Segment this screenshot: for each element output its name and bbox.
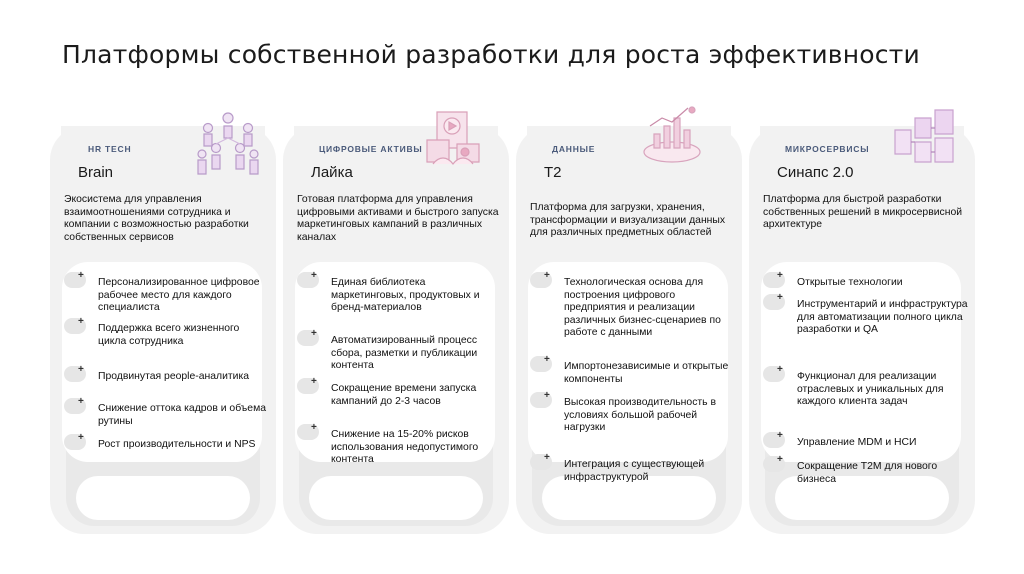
platform-card-laika [283, 126, 509, 534]
list-item [64, 398, 269, 438]
list-item-text: Единая библиотека маркетинговых, продуктовых и бренд-материалов [331, 277, 480, 313]
list-item [297, 330, 502, 370]
card-description: Платформа для загрузки, хранения, трансформации и визуализации данных для различных предметных областей [530, 202, 726, 238]
list-item-text: Открытые технологии [797, 277, 903, 288]
list-item [763, 366, 968, 406]
plus-icon: + [544, 354, 550, 365]
plus-icon: + [777, 364, 783, 375]
list-item-text: Функционал для реализации отраслевых и уникальных для каждого клиента задач [797, 371, 944, 407]
list-item [64, 272, 269, 312]
list-item-text: Высокая производительность в условиях большой рабочей нагрузки [564, 397, 716, 433]
plus-icon: + [544, 270, 550, 281]
plus-icon: + [777, 454, 783, 465]
list-item [763, 294, 968, 334]
plus-icon: + [78, 364, 84, 375]
card-category: МИКРОСЕРВИСЫ [785, 144, 870, 154]
list-item [297, 272, 502, 312]
list-item [530, 392, 735, 432]
list-item-text: Поддержка всего жизненного цикла сотрудника [98, 323, 240, 347]
plus-icon: + [78, 270, 84, 281]
card-bottom-panel [76, 476, 250, 520]
plus-icon: + [777, 430, 783, 441]
list-item-text: Интеграция с существующей инфраструктурой [564, 459, 705, 483]
list-item-text: Снижение оттока кадров и объема рутины [98, 403, 267, 427]
list-item [64, 318, 269, 358]
card-bottom-panel [309, 476, 483, 520]
list-item-text: Управление MDM и НСИ [797, 437, 917, 448]
list-item [530, 454, 735, 494]
plus-icon: + [311, 328, 317, 339]
list-item-text: Сокращение T2M для нового бизнеса [797, 461, 938, 485]
platform-card-brain [50, 126, 276, 534]
list-item [64, 434, 269, 474]
card-description: Экосистема для управления взаимоотношениями сотрудника и компании с возможностью разработки собственных сервисов [64, 194, 249, 243]
plus-icon: + [78, 316, 84, 327]
plus-icon: + [544, 390, 550, 401]
list-item-text: Инструментарий и инфраструктура для автоматизации полного цикла разработки и QA [797, 299, 968, 335]
platform-card-t2 [516, 126, 742, 534]
list-item-text: Снижение на 15-20% рисков использования недопустимого контента [331, 429, 479, 465]
list-item-text: Автоматизированный процесс сбора, разметки и публикации контента [331, 335, 478, 371]
plus-icon: + [311, 376, 317, 387]
list-item-text: Персонализированное цифровое рабочее место для каждого специалиста [98, 277, 260, 313]
card-category: HR TECH [88, 144, 132, 154]
list-item-text: Рост производительности и NPS [98, 439, 256, 450]
plus-icon: + [78, 396, 84, 407]
plus-icon: + [777, 292, 783, 303]
card-product-name: Синапс 2.0 [777, 164, 854, 181]
plus-icon: + [311, 270, 317, 281]
card-product-name: Лайка [311, 164, 353, 181]
list-item [763, 456, 968, 496]
page-title: Платформы собственной разработки для роста эффективности [62, 40, 920, 69]
list-item-text: Продвинутая people-аналитика [98, 371, 249, 382]
list-item [530, 270, 735, 338]
list-item-text: Импортонезависимые и открытые компоненты [564, 361, 729, 385]
plus-icon: + [544, 452, 550, 463]
card-description: Готовая платформа для управления цифровыми активами и быстрого запуска маркетинговых кампаний в различных каналах [297, 194, 499, 243]
card-description: Платформа для быстрой разработки собственных решений в микросервисной архитектуре [763, 194, 963, 230]
card-category: ДАННЫЕ [552, 144, 596, 154]
data-analytics-icon [632, 96, 712, 176]
card-product-name: Т2 [544, 164, 562, 181]
list-item [297, 424, 502, 464]
microservices-blocks-icon [885, 100, 965, 180]
plus-icon: + [311, 422, 317, 433]
media-assets-icon [413, 100, 493, 180]
plus-icon: + [78, 432, 84, 443]
list-item [530, 356, 735, 396]
list-item-text: Технологическая основа для построения цифрового предприятия и реализации различных бизнес-сценариев по работе с данными [564, 277, 721, 338]
people-network-icon [188, 104, 268, 184]
plus-icon: + [777, 270, 783, 281]
list-item-text: Сокращение времени запуска кампаний до 2-3 часов [331, 383, 477, 407]
list-item [297, 378, 502, 418]
platform-card-sinaps [749, 126, 975, 534]
card-category: ЦИФРОВЫЕ АКТИВЫ [319, 144, 423, 154]
card-product-name: Brain [78, 164, 114, 181]
